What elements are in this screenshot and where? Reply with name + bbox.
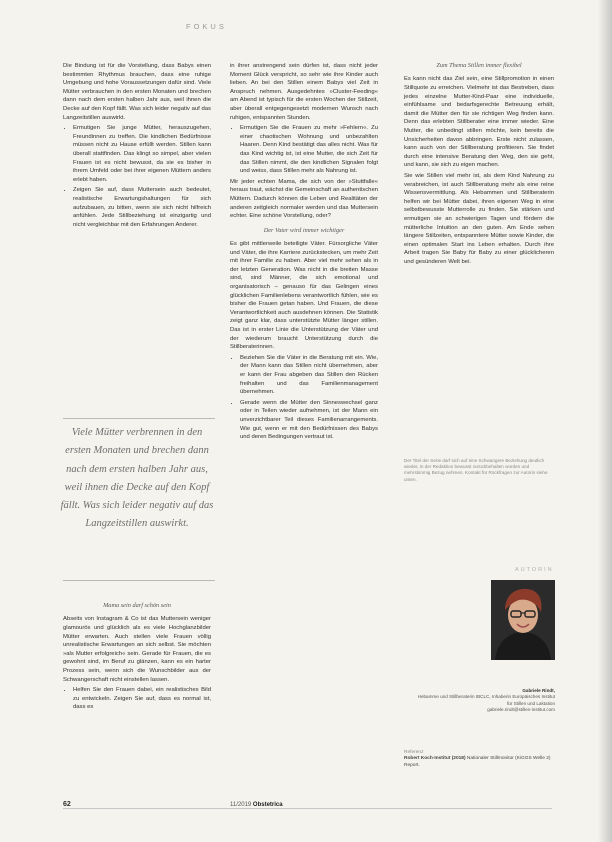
author-section-label: AUTORIN bbox=[515, 567, 554, 573]
list-item: • Ermutigen Sie die Frauen zu mehr »Fehlern«. Zu einer chaotischen Wohnung und unbezahlten Haaren. Denn Kind bestätigt das alles nicht. Was für das Kind wichtig ist, ist eine Mutter, die sich Zeit für das Stillen nimmt, die den kindlichen Signalen folgt und weiss, dass Stillen mehr als Nahrung ist. bbox=[240, 124, 378, 176]
paragraph: Sie wie Stillen viel mehr ist, als dem Kind Nahrung zu verabreichen, ist auch Stillberatung mehr als eine reine Wissensvermittlung. Als Hebammen und Stillberaterin helfen wir bei Mütter dabei, ihren eigenen Weg in eine selbstbewusste Mutterrolle zu finden. Sie stärken und ermutigen sie an schwierigen Tagen und fördern die mütterliche Intuition an den guten. Am Ende sehen längere Stillzeiten, entspanntere Mütter sowie Kinder, die einen optimalen Start ins Leben erhalten. Durch ihre Arbeit tragen Sie Baby für Baby zu einer glücklicheren und gesünderen Welt bei. bbox=[404, 172, 554, 265]
column-1 bbox=[63, 62, 211, 231]
pull-quote: Viele Mütter verbrennen in den ersten Monaten und brechen dann nach dem ersten halben Jahr aus, weil ihnen die Decke auf den Kopf fällt. Was sich leider negativ auf das Langzeitstillen auswirkt. bbox=[60, 427, 214, 530]
references-label: Referenz bbox=[404, 750, 424, 755]
bullet-list bbox=[63, 124, 211, 229]
author-portrait-image bbox=[491, 580, 555, 660]
reference-detail: Nationaler Stillmonitor (KiGGS Welle 2) Report. bbox=[404, 756, 551, 768]
bullet-list bbox=[63, 686, 211, 712]
author-description: Hebamme und Stillberaterin IBCLC, Inhaberin Europäisches Institut für Stillen und Laktation bbox=[417, 694, 555, 706]
section-label: FOKUS bbox=[186, 22, 227, 31]
page-number: 62 bbox=[63, 801, 71, 808]
journal-info bbox=[230, 802, 283, 808]
page-edge-shadow bbox=[598, 0, 612, 842]
pull-quote-bottom-rule bbox=[63, 580, 215, 581]
pull-quote-top-rule bbox=[63, 418, 215, 419]
bullet-list bbox=[230, 124, 378, 176]
column-1-lower bbox=[63, 596, 211, 714]
reference-source: Robert Koch-Institut (2018) bbox=[404, 756, 466, 762]
subheading: Zum Thema Stillen immer flexibel bbox=[436, 62, 522, 69]
list-item: • Gerade wenn die Mütter den Sinneswechsel ganz oder in Teilen wieder aufnehmen, ist der Mann ein unverzichtbarer Teil dieses Familienarrangements. Wie gut, wenn er mit den Bedürfnissen des Babys und deren Bedingungen vertraut ist. bbox=[240, 399, 378, 442]
list-item: • Zeigen Sie auf, dass Muttersein auch bedeutet, realistische Erwartungshaltungen für sich aufzubauen, zu bitten, wenn sie sich nicht hilfreich anfühlen. Jede Stillbeziehung ist einzigartig und nicht vergleichbar mit den Erfahrungen Anderer. bbox=[73, 186, 211, 229]
paragraph: Die Bindung ist für die Vorstellung, dass Babys einen bestimmten Rhythmus brauchen, dass eine ruhige Umgebung und hohe Voraussetzungen dafür sind. Viele Mütter verbrauchen in den ersten Monaten und brechen dann nach dem ersten halben Jahr aus, weil ihnen die Decke auf den Kopf fällt. Was sich leider negativ auf das Langzeitstillen auswirkt. bbox=[63, 63, 211, 121]
references bbox=[404, 750, 554, 769]
list-item: • Beziehen Sie die Väter in die Beratung mit ein. Wie, der Mann kann das Stillen nicht übernehmen, aber er kann der Frau abgeben das Stillen den Rücken freihalten und das Familienmanagement übernehmen. bbox=[240, 354, 378, 397]
paragraph: Mir jeder echten Mama, die sich von der »Stuttfalle« heraus traut, wächst die Gemeinschaft an authentischen Müttern. Dadurch können die Leben und Realitäten der anderen zeitgleich normaler werden und das Muttersein echter. Eine schöne Vorstellung, oder? bbox=[230, 178, 378, 220]
column-3 bbox=[404, 62, 554, 268]
paragraph: Es kann nicht das Ziel sein, eine Stillpromotion in einen Stillquote zu erreichen. Vielmehr ist das Bestreben, dass jedes einzelne Mutter-Kind-Paar eine individuelle, einfühlsame und bedarfsgerechte Betreuung erhält, damit die Mütter den für sie richtigen Weg finden kann. Denn das erlebten Stillberater eine immer wieder. Eine Mutter, die unbedingt stillen möchte, kein bereits die Unsicherheiten davon abbringen. Erste nicht zulassen, kann auch von der Stillberatung profitieren. Sie findet durch eine intensive Beratung den Weg, den sie geht, und kann, sie sich zu eigen machen. bbox=[404, 76, 554, 169]
paragraph: Abseits von Instagram & Co ist das Muttersein weniger glamourös und glücklich als es viele Hochglanzbilder Mütter erwarten. Auch stellen viele Frauen völlig unrealistische Erwartungen an sich selbst. Sie möchten »als Mutter erfolgreich« sein. Gerade für Frauen, die es gewohnt sind, im Beruf zu glänzen, kann es ein harter Prozess sein, wenn sich die Wunschbilder aus der Schwangerschaft nicht einstellen lassen. bbox=[63, 616, 211, 683]
paragraph: in ihrer anstrengend sein dürfen ist, dass nicht jeder Moment Glück verspricht, so sehr wie ihre Kinder auch lieben. An bei den Stillen einem Babys viel Zeit in Anspruch nehmen. Ausgedehntes »Cluster-Feeding« am Abend ist typisch für die ersten Wochen der Stillzeit, aber überall entgegengesetzt modernen Wunsch nach ruhigen, entspannten Stunden. bbox=[230, 63, 378, 121]
subheading: Mama sein darf schön sein bbox=[103, 602, 171, 609]
author-name: Gabriele Rindt, bbox=[522, 688, 555, 693]
issue-date: 11/2019 bbox=[230, 802, 252, 808]
list-item: • Helfen Sie den Frauen dabei, ein realistisches Bild zu entwickeln. Zeigen Sie auf, dass es normal ist, dass es bbox=[73, 686, 211, 712]
footer-rule bbox=[63, 808, 552, 809]
author-info bbox=[412, 688, 555, 713]
journal-name: Obstetrica bbox=[252, 802, 283, 808]
author-photo bbox=[491, 580, 555, 660]
subheading: Der Vater wird immer wichtiger bbox=[263, 226, 345, 234]
author-email: gabriele.rindt@stillen-institut.com bbox=[487, 706, 555, 712]
footnote: Der Titel der Serie darf sich auf eine Schwangere Beziehung deutlich wieder, in der Redaktion bewusst zurückbehalten worden und mehrstimmig Bezug nehmen. Kontakt für Rückfragen zur Autorin siehe unten. bbox=[404, 458, 548, 482]
paragraph: Es gibt mittlerweile beteiligte Väter. Fürsorgliche Väter und Väter, die ihre Karriere zurückstecken, um mehr Zeit mit ihrer Familie zu haben. Aber viel mehr sehen als in der letzten Generation. Was nicht in die breiten Masse sind, sind Männer, die sich emotional und organisatorisch – genauso für das Gelingen eines glücklichen Familienlebens verantwortlich fühlen, wie es bisher die Frauen getan haben. Und Frauen, die diese Verantwortlichkeit auch ausdehnen können. Die Statistik zeigt ganz klar, dass unterstützte Mütter länger stillen. Das ist in erster Linie die Unterstützung der Väter und der wiederum braucht Unterstützung durch die Stillberaterinnen. bbox=[230, 241, 378, 351]
column-2 bbox=[230, 62, 378, 444]
list-item: • Ermutigen Sie junge Mütter, herauszugehen, Freundinnen zu treffen. Die kindlichen Bedürfnisse müssen nicht zu Hause erfüllt werden. Stillen kann überall stattfinden. Das klingt so simpel, aber vielen Frauen ist es nicht bewusst, da sie es bisher in ihrem Umfeld oder bei ihrer eigenen Müttern anders erlebt haben. bbox=[73, 124, 211, 184]
bullet-list bbox=[230, 354, 378, 442]
